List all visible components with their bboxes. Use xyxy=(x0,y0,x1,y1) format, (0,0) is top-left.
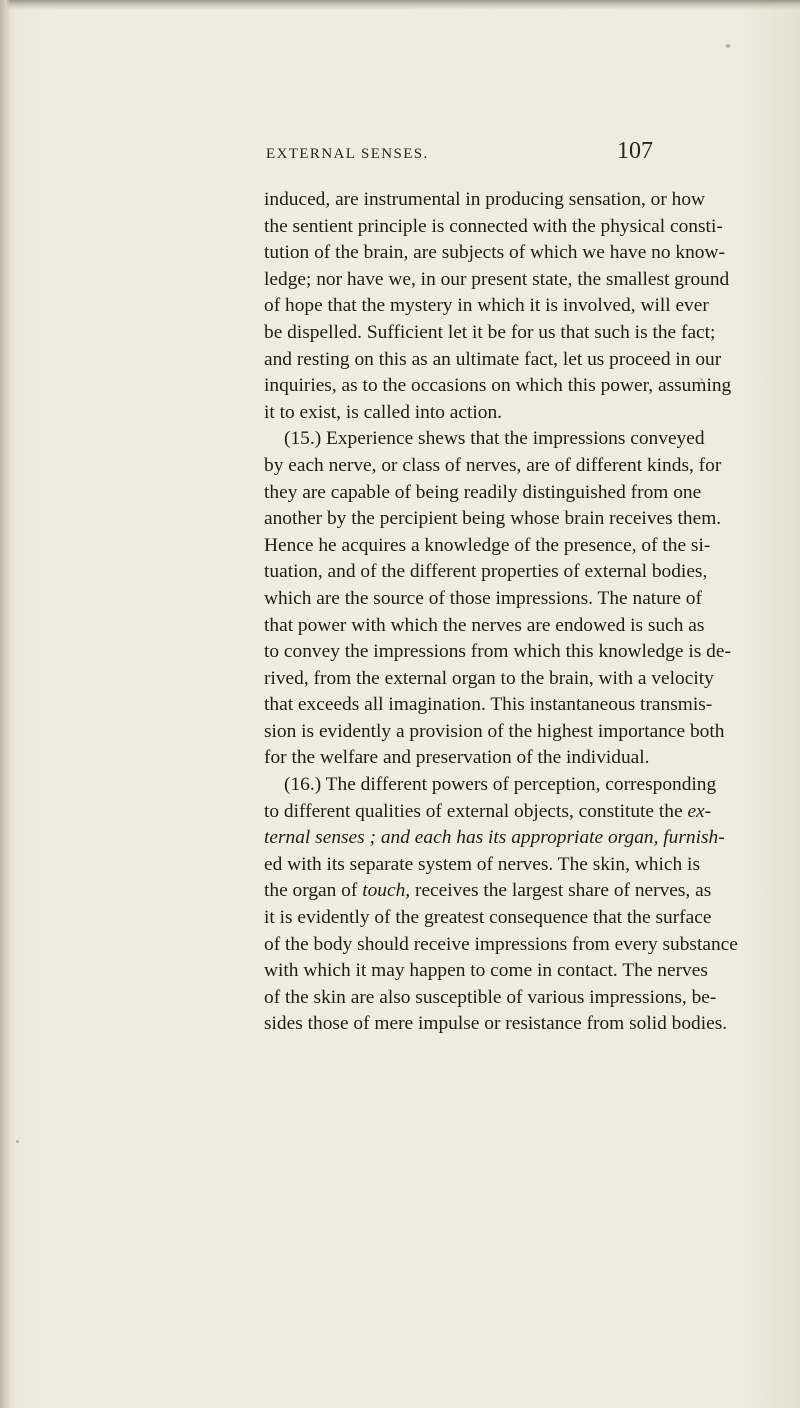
page-number: 107 xyxy=(617,138,653,164)
text-line xyxy=(264,878,712,905)
page-left-edge xyxy=(0,0,10,1408)
page-header xyxy=(0,138,800,178)
text-line: another by the percipient being whose brain receives them. xyxy=(264,508,722,530)
paragraph-16-start: (16.) The different powers of perception, corresponding xyxy=(284,774,717,796)
text-line: it is evidently of the greatest consequence that the surface xyxy=(264,907,712,929)
text-line: the sentient principle is connected with the physical consti- xyxy=(264,215,723,237)
text-line: tuation, and of the different properties of external bodies, xyxy=(264,561,708,583)
paragraph-15-start: (15.) Experience shews that the impressions conveyed xyxy=(284,428,705,450)
text-line: inquiries, as to the occasions on which this power, assuming xyxy=(264,375,732,397)
body-text xyxy=(264,187,738,1038)
text-line: which are the source of those impressions. The nature of xyxy=(264,587,702,609)
text-line: tution of the brain, are subjects of which we have no know- xyxy=(264,242,725,264)
text-line: ledge; nor have we, in our present state, the smallest ground xyxy=(264,268,730,290)
running-head: EXTERNAL SENSES. xyxy=(266,146,429,162)
text-line: rived, from the external organ to the brain, with a velocity xyxy=(264,667,714,689)
text-line: that power with which the nerves are endowed is such as xyxy=(264,614,705,636)
paper-speck xyxy=(700,378,703,381)
italic-word: ex- xyxy=(687,800,712,822)
text-line: to convey the impressions from which this knowledge is de- xyxy=(264,641,731,663)
text-line xyxy=(264,825,725,852)
text-segment: to different qualities of external objects, constitute the xyxy=(264,800,683,822)
text-line: that exceeds all imagination. This instantaneous transmis- xyxy=(264,694,713,716)
paper-speck xyxy=(16,1140,19,1143)
text-line: sides those of mere impulse or resistance from solid bodies. xyxy=(264,1013,728,1035)
text-line: they are capable of being readily distinguished from one xyxy=(264,481,702,503)
text-line xyxy=(264,799,712,826)
text-line: be dispelled. Sufficient let it be for us that such is the fact; xyxy=(264,321,716,343)
text-line: and resting on this as an ultimate fact, let us proceed in our xyxy=(264,348,722,370)
italic-word: touch, xyxy=(362,880,411,902)
text-line: induced, are instrumental in producing sensation, or how xyxy=(264,189,706,210)
text-line: sion is evidently a provision of the highest importance both xyxy=(264,720,725,742)
page-top-shadow xyxy=(0,0,800,10)
text-line: ed with its separate system of nerves. The skin, which is xyxy=(264,853,700,875)
text-line: by each nerve, or class of nerves, are of different kinds, for xyxy=(264,454,722,476)
text-line: of the body should receive impressions from every substance xyxy=(264,933,738,955)
text-line: of the skin are also susceptible of various impressions, be- xyxy=(264,986,717,1008)
italic-phrase: ternal senses ; and each has its appropriate organ, furnish- xyxy=(264,827,725,849)
text-line: of hope that the mystery in which it is involved, will ever xyxy=(264,295,709,317)
text-segment: receives the largest share of nerves, as xyxy=(410,880,712,902)
text-line: for the welfare and preservation of the individual. xyxy=(264,747,650,769)
text-line: it to exist, is called into action. xyxy=(264,401,503,423)
paper-speck xyxy=(726,44,730,48)
text-line: with which it may happen to come in contact. The nerves xyxy=(264,960,708,982)
text-line: Hence he acquires a knowledge of the presence, of the si- xyxy=(264,534,711,556)
text-segment: the organ of xyxy=(264,880,358,902)
